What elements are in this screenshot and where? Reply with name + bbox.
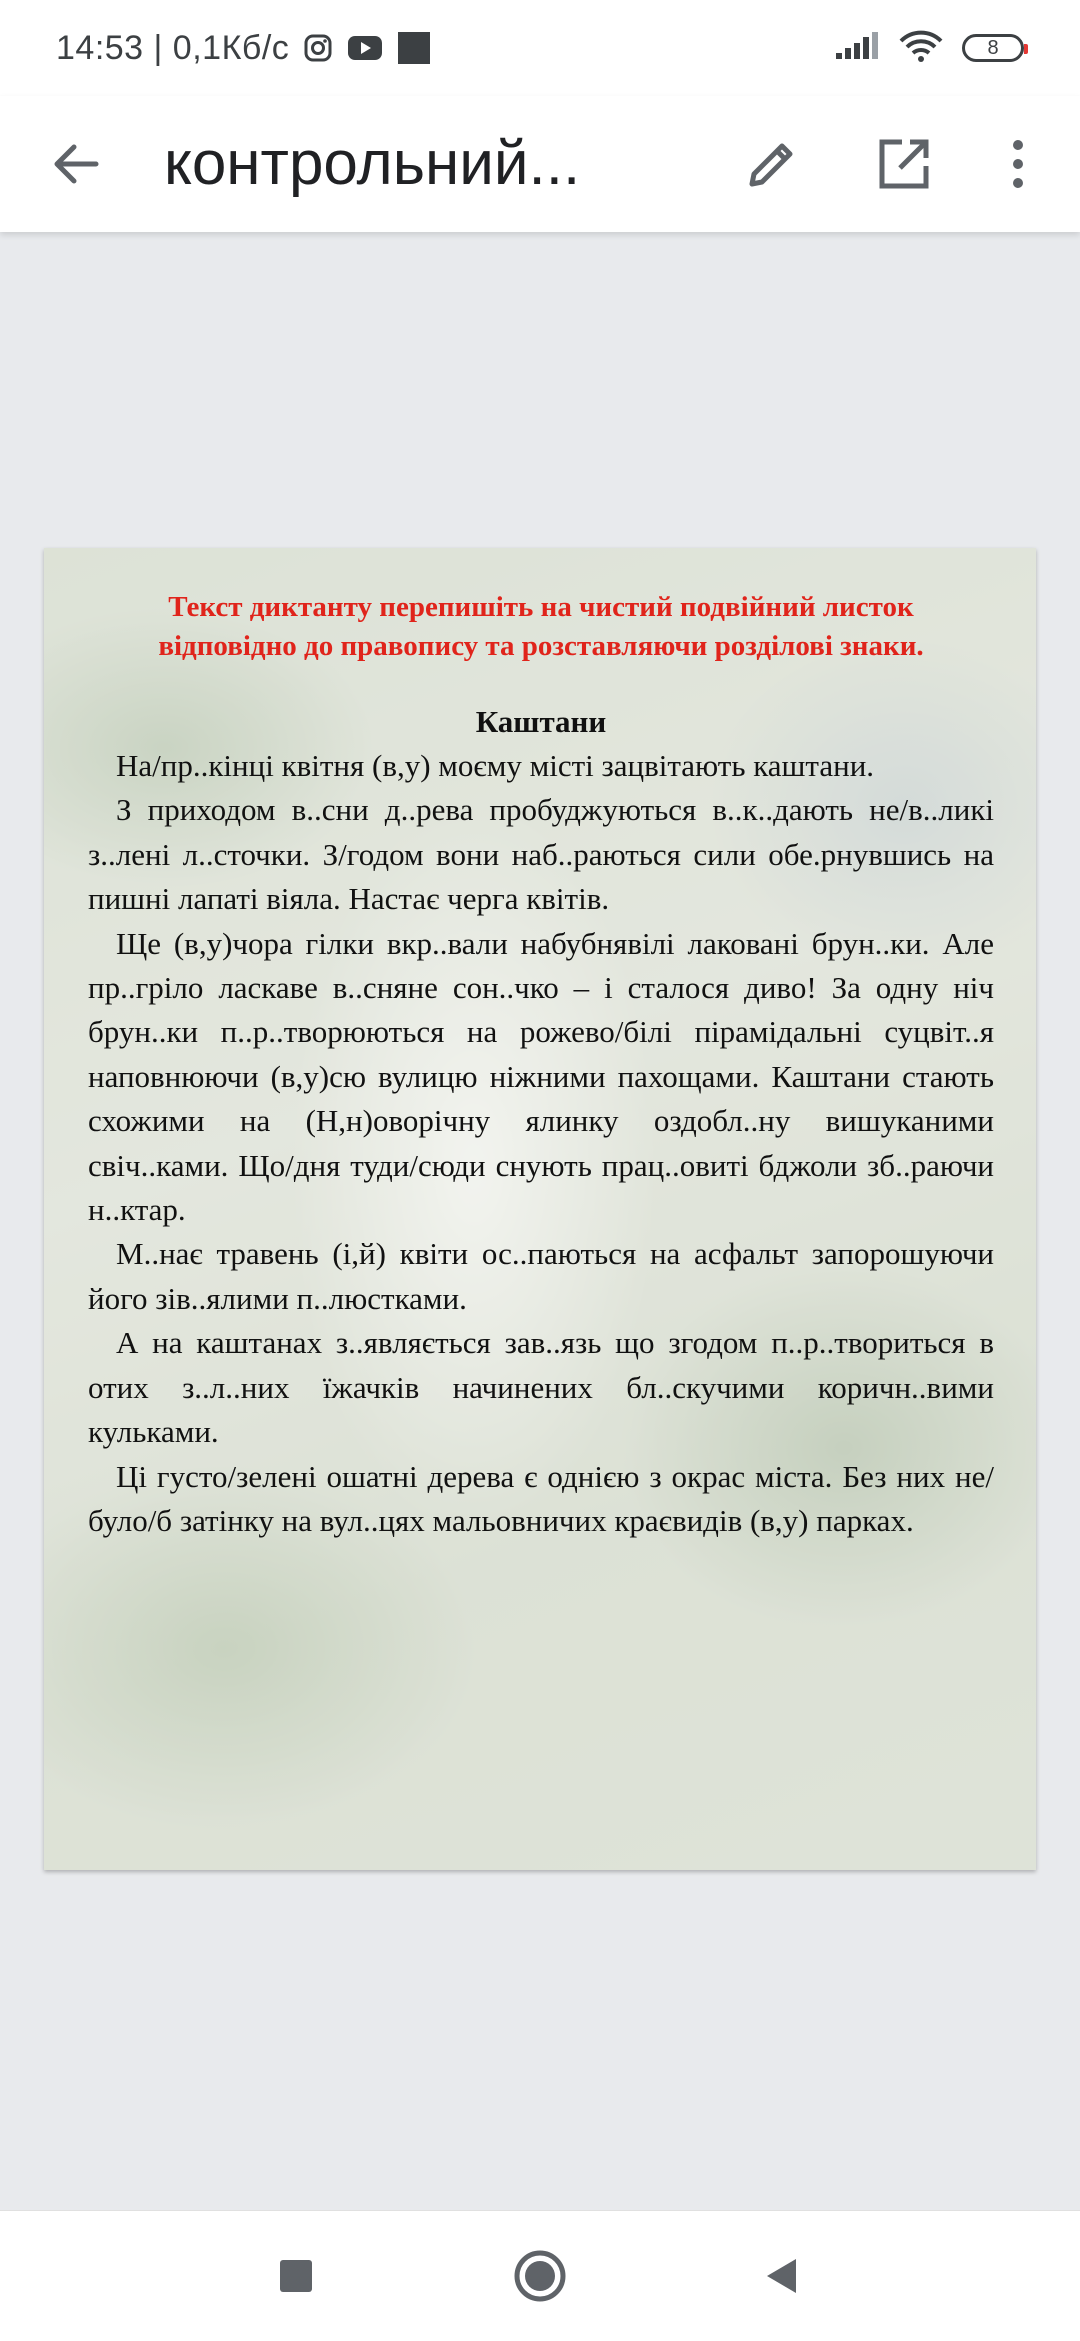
battery-level: 8 — [987, 36, 999, 59]
paragraph: З приходом в..сни д..рева пробуджуються в..к..дають не/в..ликі з..лені л..сточки. З/годом вони наб..раються сили обе.рнувшись на пишні лапаті віяла. Настає черга квітів. — [88, 792, 994, 917]
document-title: контрольний... — [164, 129, 581, 198]
home-circle-icon — [512, 2248, 568, 2304]
page-content — [88, 588, 994, 1543]
app-square-icon — [397, 31, 431, 65]
document-page[interactable] — [44, 548, 1036, 1870]
paragraph: А на каштанах з..являється зав..язь що згодом п..р..твориться в отих з..л..них їжачків начинених бл..скучими коричн..вими кульками. — [88, 1325, 994, 1450]
more-vert-icon — [1010, 138, 1026, 190]
paragraph: На/пр..кінці квітня (в,у) моєму місті зацвітають каштани. — [116, 748, 875, 783]
recents-button[interactable] — [266, 2246, 326, 2306]
system-back-button[interactable] — [752, 2246, 812, 2306]
battery-icon — [962, 34, 1024, 62]
status-bar — [0, 0, 1080, 96]
wifi-icon — [898, 29, 944, 68]
back-button[interactable] — [44, 132, 108, 196]
instagram-icon — [303, 33, 333, 63]
edit-button[interactable] — [740, 132, 804, 196]
status-right — [834, 29, 1024, 68]
dictation-title: Каштани — [475, 704, 607, 739]
open-in-new-icon — [876, 136, 932, 192]
paragraph: Ці густо/зелені ошатні дерева є однією з окрас міста. Без них не/було/б затінку на вул..цях мальовничих краєвидів (в,у) парках. — [88, 1458, 994, 1538]
status-left — [56, 29, 431, 68]
arrow-back-icon — [50, 138, 102, 190]
back-triangle-icon — [762, 2256, 802, 2296]
instruction-text — [88, 588, 994, 666]
document-viewer[interactable] — [0, 232, 1080, 2210]
app-bar — [0, 96, 1080, 232]
open-in-new-button[interactable] — [872, 132, 936, 196]
pencil-icon — [744, 136, 800, 192]
instruction-line-1: Текст диктанту перепишіть на чистий подвійний листок — [168, 591, 914, 623]
signal-icon — [834, 31, 880, 66]
more-options-button[interactable] — [988, 132, 1048, 196]
paragraph: Ще (в,у)чора гілки вкр..вали набубнявілі лаковані брун..ки. Але пр..гріло ласкаве в..сняне сон..чко – і сталося диво! За одну ніч брун..ки п..р..творюються на рожево/білі пірамідальні суцвіт..я наповнюючи (в,у)сю вулицю ніжними пахощами. Каштани стають схожими на (Н,н)оворічну ялинку оздобл..ну вишуканими свіч..ками. Що/дня туди/сюди снують прац..овиті бджоли зб..раючи н..ктар. — [88, 925, 994, 1228]
recents-square-icon — [278, 2258, 314, 2294]
status-time-speed: 14:53 | 0,1Кб/с — [56, 28, 290, 67]
youtube-icon — [347, 34, 383, 62]
instruction-line-2: відповідно до правопису та розставляючи розділові знаки. — [158, 630, 924, 662]
navigation-bar — [0, 2210, 1080, 2341]
home-button[interactable] — [510, 2246, 570, 2306]
paragraph: М..нає травень (і,й) квіти ос..паються на асфальт запорошуючи його зів..ялими п..люстками. — [88, 1236, 994, 1316]
